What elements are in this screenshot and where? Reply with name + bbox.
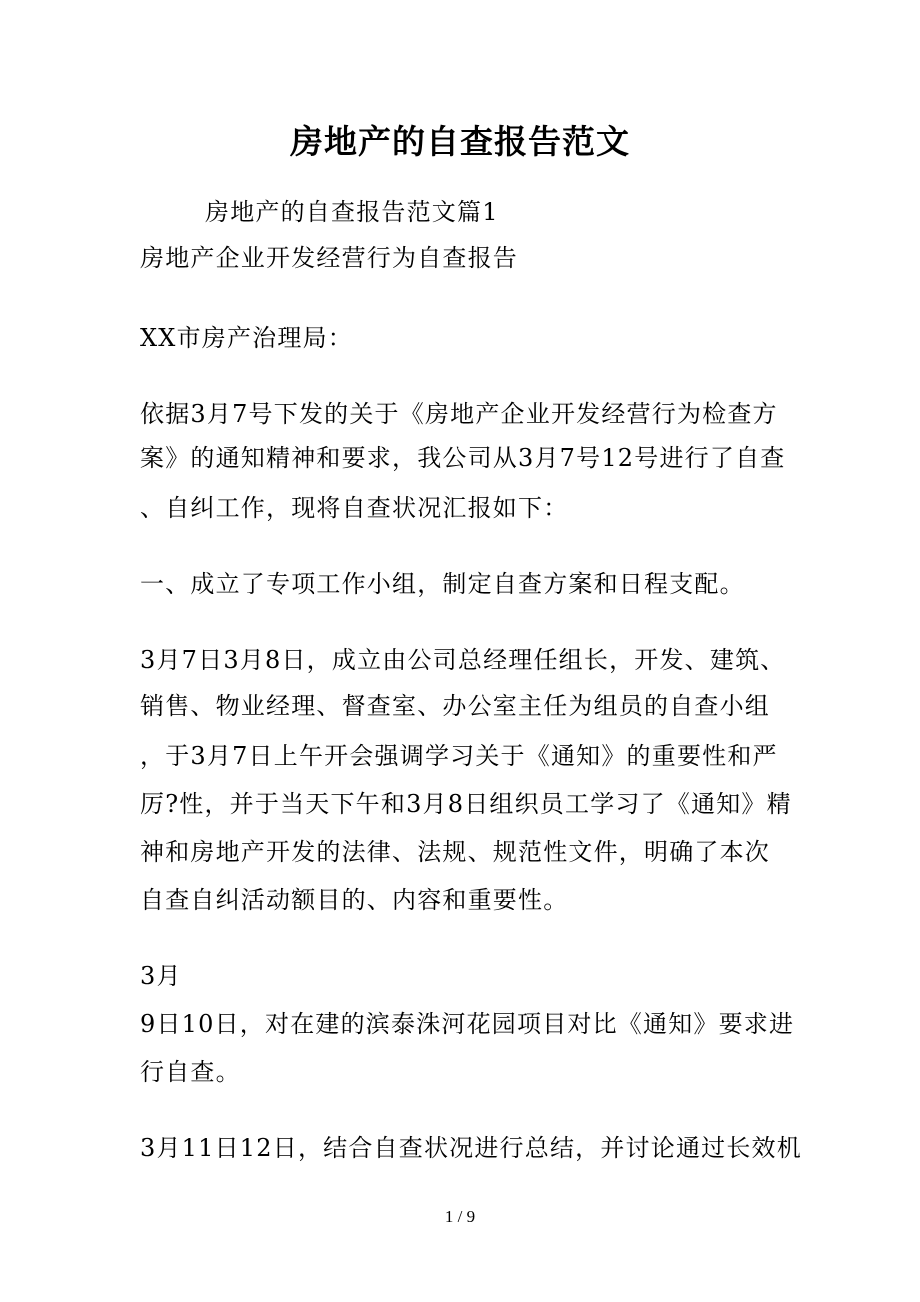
report-heading: 房地产企业开发经营行为自查报告: [140, 244, 518, 272]
paragraph-line: 3月11日12日，结合自查状况进行总结，并讨论通过长效机: [140, 1134, 802, 1162]
paragraph-line: 自查自纠活动额目的、内容和重要性。: [140, 886, 569, 914]
addressee: XX市房产治理局：: [140, 324, 353, 352]
paragraph-line: 、自纠工作，现将自查状况汇报如下：: [140, 494, 569, 522]
paragraph-line: 3月: [140, 962, 182, 990]
section-heading: 一、成立了专项工作小组，制定自查方案和日程支配。: [140, 570, 745, 598]
page-number: 1 / 9: [444, 1207, 476, 1226]
paragraph-line: 销售、物业经理、督查室、办公室主任为组员的自查小组: [140, 692, 770, 720]
paragraph-line: 9日10日，对在建的滨泰洙河花园项目对比《通知》要求进: [140, 1010, 795, 1038]
paragraph-line: ，于3月7日上午开会强调学习关于《通知》的重要性和严: [140, 742, 778, 770]
paragraph-line: 依据3月7号下发的关于《房地产企业开发经营行为检查方: [140, 400, 778, 428]
paragraph-line: 厉?性，并于当天下午和3月8日组织员工学习了《通知》精: [140, 790, 792, 818]
paragraph-line: 神和房地产开发的法律、法规、规范性文件，明确了本次: [140, 838, 770, 866]
paragraph-line: 案》的通知精神和要求，我公司从3月7号12号进行了自查: [140, 444, 786, 472]
paragraph-line: 行自查。: [140, 1058, 241, 1086]
document-subtitle: 房地产的自查报告范文篇1: [205, 198, 499, 226]
document-title: 房地产的自查报告范文: [290, 122, 630, 161]
paragraph-line: 3月7日3月8日，成立由公司总经理任组长，开发、建筑、: [140, 646, 786, 674]
